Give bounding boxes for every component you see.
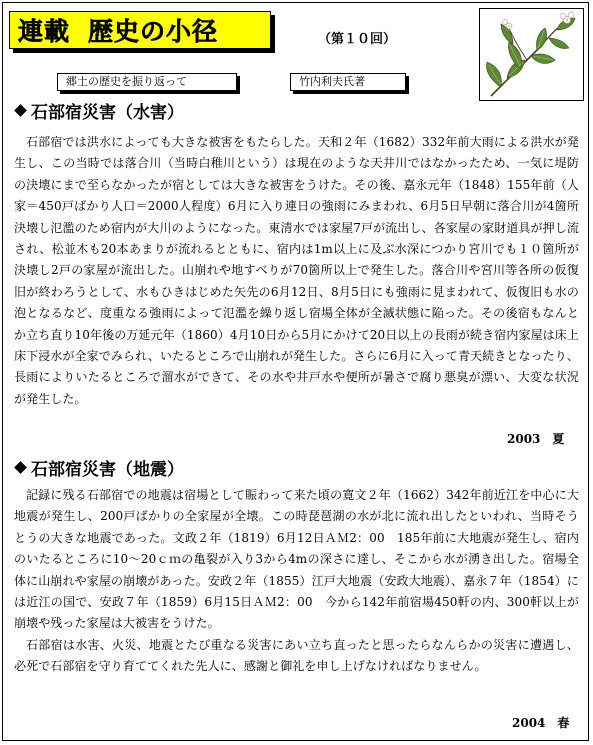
series-title <box>18 12 218 48</box>
issue-number: （第１０回） <box>318 32 397 47</box>
column-title: 歴史の小径 <box>88 17 219 46</box>
earthquake-paragraph-1: 記録に残る石部宿での地震は宿場として賑わって来た頃の寛文２年（1662）342年前近江を中心に大地震が発生し、200戸ばかりの全家屋が全壊。この時琵琶湖の水が北に流れ出したといわれ、当時そうとうの大きな地震であった。文政２年（1819）6月12日ＡＭ2：00 185年前に大地震が発生し、宿内のいたるところに10～20ｃｍの亀裂が入り3から4mの深さに達し、そこから水が湧き出した。宿場全体に山崩れや家屋の崩壊があった。安政２年（1855）江戸大地震（安政大地震）、嘉永７年（1854）には近江の国で、安政７年（1859）6月15日ＡＭ2：00 今から142年前宿場450軒の内、300軒以上が崩壊や残った家屋は大被害をうけた。 <box>14 488 579 631</box>
diamond-icon <box>14 104 27 117</box>
author: 竹内利夫氏著 <box>299 75 365 88</box>
diamond-icon <box>14 461 27 474</box>
section-body-earthquake <box>14 485 579 678</box>
signature-2003: 2003 夏 <box>507 432 565 446</box>
flood-paragraph: 石部宿では洪水によっても大きな被害をもたらした。天和２年（1682）332年前大雨による洪水が発生し、この当時では落合川（当時白稚川という）は現在のような天井川ではなかったため、一気に堤防の決壊にまで至らなかったが宿としては大きな被害をうけた。その後、嘉永元年（1848）155年前（人家＝450戸ばかり人口＝2000人程度）6月に入り連日の強雨にみまわれ、6月5日早朝に落合川が4箇所決壊し氾濫のため宿内が大川のようになった。東清水では家屋7戸が流出し、各家屋の家財道具が押し流され、松並木も20本あまりが流れるとともに、宿内は1m以上に及ぶ水深につかり宮川でも１０箇所が決壊し2戸の家屋が流出した。山崩れや地すべりが70箇所以上で発生した。落合川や宮川等各所の仮復旧が終わろうとして、水もひきはじめた矢先の6月12日、8月5日にも強雨に見まわれて、仮復旧も水の泡となるなど、度重なる強雨によって氾濫を繰り返し宿場全体が全滅状態に陥った。その後宿もなんとか立ち直り10年後の万延元年（1860）4月10日から5月にかけて20日以上の長雨が続き宿内家屋は床上床下浸水が全家でみられ、いたるところで山崩れが発生した。さらに6月に入って青天続きとなったり、長雨によりいたるところで溜水ができて、その水や井戸水や便所が暑さで腐り悪臭が漂い、大変な状況が発生した。 <box>14 135 579 406</box>
signature-2004: 2004 春 <box>512 716 570 730</box>
section-heading-flood-text: 石部宿災害（水害） <box>31 103 184 123</box>
section-heading-earthquake-text: 石部宿災害（地震） <box>31 460 184 480</box>
earthquake-paragraph-2: 石部宿は水害、火災、地震とたび重なる災害にあい立ち直ったと思ったらなんらかの災害に遭遇し、必死で石部宿を守り育ててくれた先人に、感謝と御礼を申し上げなければなりません。 <box>14 637 579 674</box>
subtitle-box <box>57 73 237 91</box>
author-box <box>290 73 406 91</box>
series-label: 連載 <box>18 17 71 46</box>
section-heading-earthquake <box>12 455 184 480</box>
section-body-flood <box>14 132 579 410</box>
series-title-box <box>9 11 271 49</box>
subtitle: 郷土の歴史を振り返って <box>66 75 187 88</box>
plant-illustration <box>479 8 584 101</box>
section-heading-flood <box>12 98 184 123</box>
